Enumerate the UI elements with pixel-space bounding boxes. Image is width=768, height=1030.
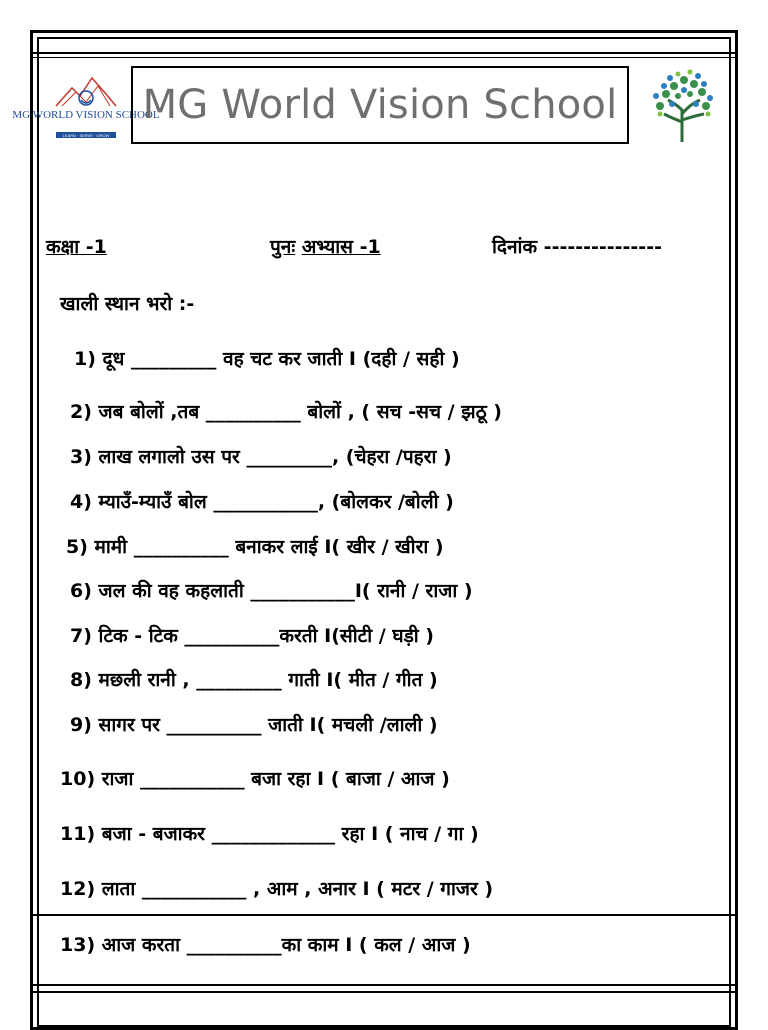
bottom-divider [32,991,736,993]
school-logo-left [12,72,160,142]
question-13: 13) आज करता __________का काम I ( कल / आज ) [60,934,471,956]
question-12: 12) लाता ___________ , आम , अनार I ( मटर / गाजर ) [60,878,494,900]
question-2: 2) जब बोलों ,तब __________ बोलों , ( सच -सच / झठू ) [70,401,502,423]
school-name: MG World Vision School [142,82,618,128]
tree-logo-icon [646,64,722,144]
question-8: 8) मछली रानी , _________ गाती I( मीत / गीत ) [70,669,438,691]
logo-left-tagline: LEARN · SERVE · GROW [62,133,110,138]
question-11: 11) बजा - बजाकर _____________ रहा I ( नाच / गा ) [60,823,479,845]
question-1: 1) दूध _________ वह चट कर जाती I (दही / सही ) [74,348,460,370]
question-7: 7) टिक - टिक __________करती I(सीटी / घड़ी ) [70,625,434,647]
date-label: दिनांक --------------- [492,236,662,258]
question-9: 9) सागर पर __________ जाती I( मचली /लाली ) [70,714,438,736]
top-divider [32,52,736,54]
logo-left-text: MG WORLD VISION SCHOOL [12,109,160,121]
instruction-text: खाली स्थान भरो :- [60,293,195,315]
revision-label-a: पुनः [270,236,296,258]
revision-label-b: अभ्यास -1 [301,236,381,258]
class-label: कक्षा -1 [46,236,107,258]
question-3: 3) लाख लगालो उस पर _________, (चेहरा /पहरा ) [70,446,452,468]
question-10: 10) राजा ___________ बजा रहा I ( बाजा / आज ) [60,768,450,790]
revision-label [270,233,381,259]
school-name-banner [131,66,629,144]
question-4: 4) म्याउँ-म्याउँ बोल ___________, (बोलकर /बोली ) [70,491,454,513]
worksheet-heading [46,233,728,263]
question-5: 5) मामी __________ बनाकर लाई I( खीर / खीरा ) [66,536,444,558]
question-6: 6) जल की वह कहलाती ___________I( रानी / राजा ) [70,580,473,602]
top-divider-thin [32,57,736,58]
